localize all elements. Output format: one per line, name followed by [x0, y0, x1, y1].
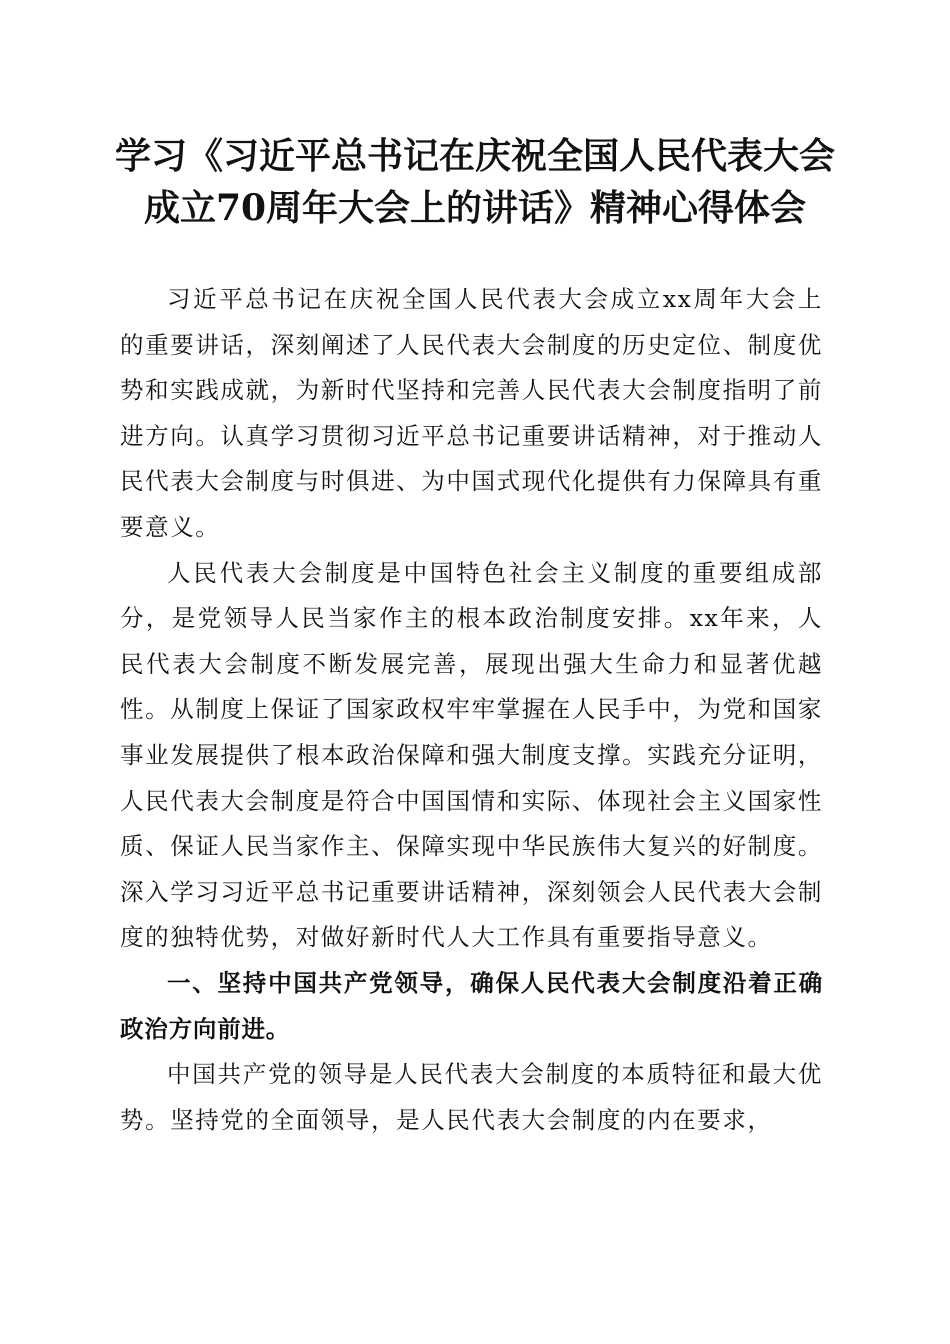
title-line-2: 成立70周年大会上的讲话》精神心得体会	[143, 187, 807, 229]
title-line-1: 学习《习近平总书记在庆祝全国人民代表大会	[114, 135, 835, 177]
second-paragraph: 人民代表大会制度是中国特色社会主义制度的重要组成部分，是党领导人民当家作主的根本政治制度安排。xx年来，人民代表大会制度不断发展完善，展现出强大生命力和显著优越性。从制度上保证了国家政权牢牢掌握在人民手中，为党和国家事业发展提供了根本政治保障和强大制度支撑。实践充分证明，人民代表大会制度是符合中国国情和实际、体现社会主义国家性质、保证人民当家作主、保障实现中华民族伟大复兴的好制度。深入学习习近平总书记重要讲话精神，深刻领会人民代表大会制度的独特优势，对做好新时代人大工作具有重要指导意义。	[120, 558, 823, 952]
section-1-paragraph: 中国共产党的领导是人民代表大会制度的本质特征和最大优势。坚持党的全面领导，是人民代表大会制度的内在要求，	[120, 1060, 823, 1134]
intro-paragraph: 习近平总书记在庆祝全国人民代表大会成立xx周年大会上的重要讲话，深刻阐述了人民代表大会制度的历史定位、制度优势和实践成就，为新时代坚持和完善人民代表大会制度指明了前进方向。认真学习贯彻习近平总书记重要讲话精神，对于推动人民代表大会制度与时俱进、为中国式现代化提供有力保障具有重要意义。	[120, 285, 823, 541]
section-1-heading: 一、坚持中国共产党领导，确保人民代表大会制度沿着正确政治方向前进。	[120, 968, 823, 1043]
document-title	[95, 130, 855, 234]
document-body	[120, 277, 823, 1143]
